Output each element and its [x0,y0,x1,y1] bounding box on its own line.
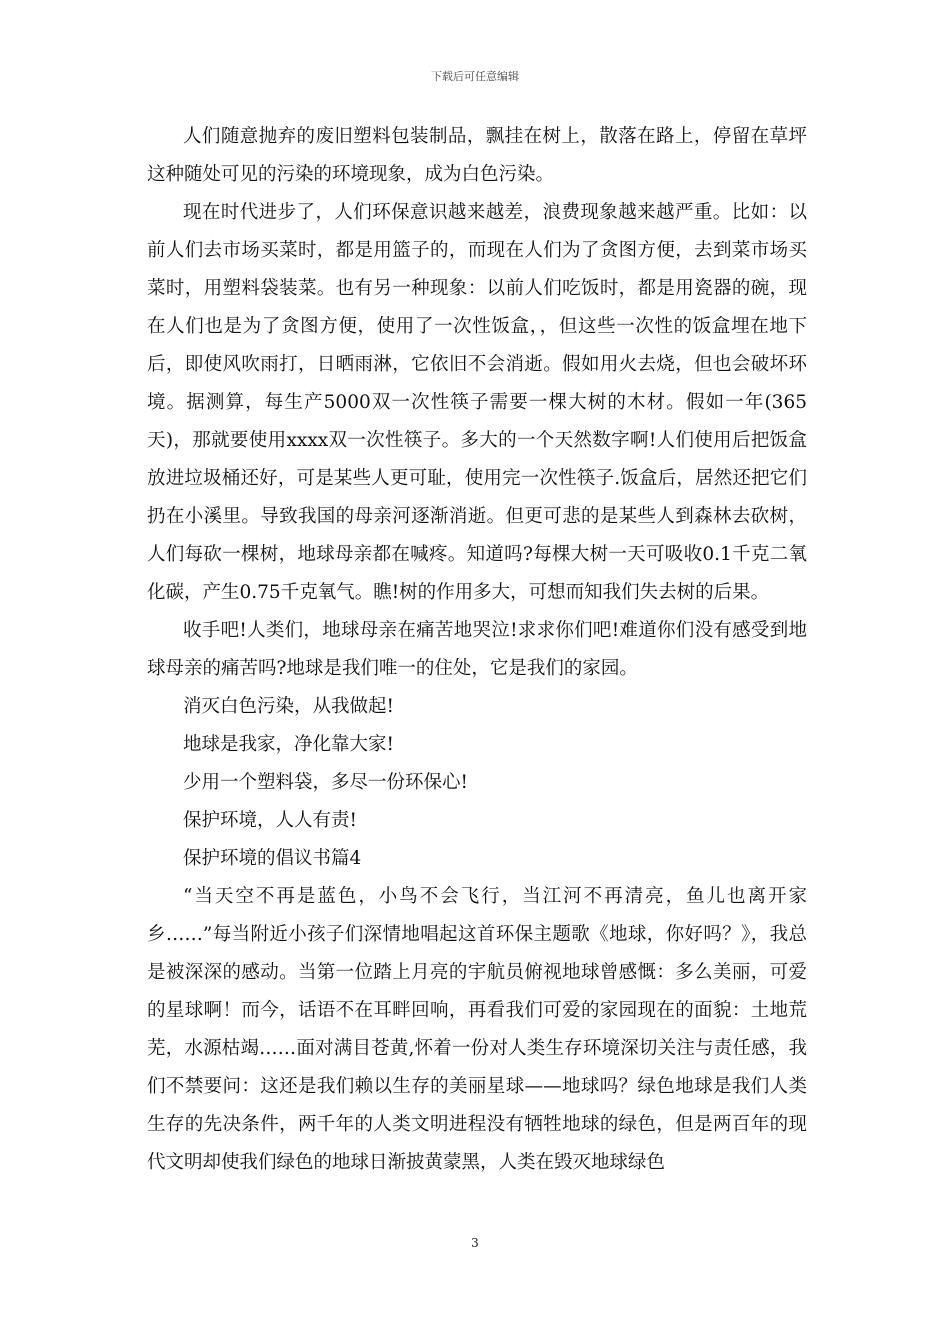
slogan-4: 保护环境，人人有责! [183,810,357,831]
paragraph-white-pollution-definition: 人们随意抛弃的废旧塑料包装制品，飘挂在树上，散落在路上，停留在草坪这种随处可见的污染的环境现象，成为白色污染。 [147,126,807,185]
page-header: 下载后可任意编辑 [431,70,519,83]
slogan-3: 少用一个塑料袋，多尽一份环保心! [183,772,468,793]
page-number: 3 [471,1236,479,1250]
slogan-2: 地球是我家，净化靠大家! [183,734,394,755]
slogan-1: 消灭白色污染，从我做起! [183,696,394,717]
paragraph-appeal: 收手吧!人类们，地球母亲在痛苦地哭泣!求求你们吧!难道你们没有感受到地球母亲的痛苦吗?地球是我们唯一的住处，它是我们的家园。 [147,620,807,679]
paragraph-green-earth: “当天空不再是蓝色，小鸟不会飞行，当江河不再清亮，鱼儿也离开家乡……”每当附近小孩子们深情地唱起这首环保主题歌《地球，你好吗？》，我总是被深深的感动。当第一位踏上月亮的宇航员俯视地球曾感慨：多么美丽，可爱的星球啊！而今，话语不在耳畔回响，再看我们可爱的家园现在的面貌：土地荒芜，水源枯竭……面对满目苍黄,怀着一份对人类生存环境深切关注与责任感，我们不禁要问：这还是我们赖以生存的美丽星球——地球吗？绿色地球是我们人类生存的先决条件，两千年的人类文明进程没有牺牲地球的绿色，但是两百年的现代文明却使我们绿色的地球日渐披黄蒙黑，人类在毁灭地球绿色 [147,886,807,1173]
section-heading: 保护环境的倡议书篇4 [183,848,362,869]
document-body [147,118,807,1182]
paragraph-environmental-awareness: 现在时代进步了，人们环保意识越来越差，浪费现象越来越严重。比如：以前人们去市场买菜时，都是用篮子的，而现在人们为了贪图方便，去到菜市场买菜时，用塑料袋装菜。也有另一种现象：以前人们吃饭时，都是用瓷器的碗，现在人们也是为了贪图方便，使用了一次性饭盒，，但这些一次性的饭盒埋在地下后，即使风吹雨打，日晒雨淋，它依旧不会消逝。假如用火去烧，但也会破坏环境。据测算，每生产5000双一次性筷子需要一棵大树的木材。假如一年(365天)，那就要使用xxxx双一次性筷子。多大的一个天然数字啊!人们使用后把饭盒放进垃圾桶还好，可是某些人更可耻，使用完一次性筷子.饭盒后，居然还把它们扔在小溪里。导致我国的母亲河逐渐消逝。但更可悲的是某些人到森林去砍树，人们每砍一棵树，地球母亲都在喊疼。知道吗?每棵大树一天可吸收0.1千克二氧化碳，产生0.75千克氧气。瞧!树的作用多大，可想而知我们失去树的后果。 [147,202,807,603]
